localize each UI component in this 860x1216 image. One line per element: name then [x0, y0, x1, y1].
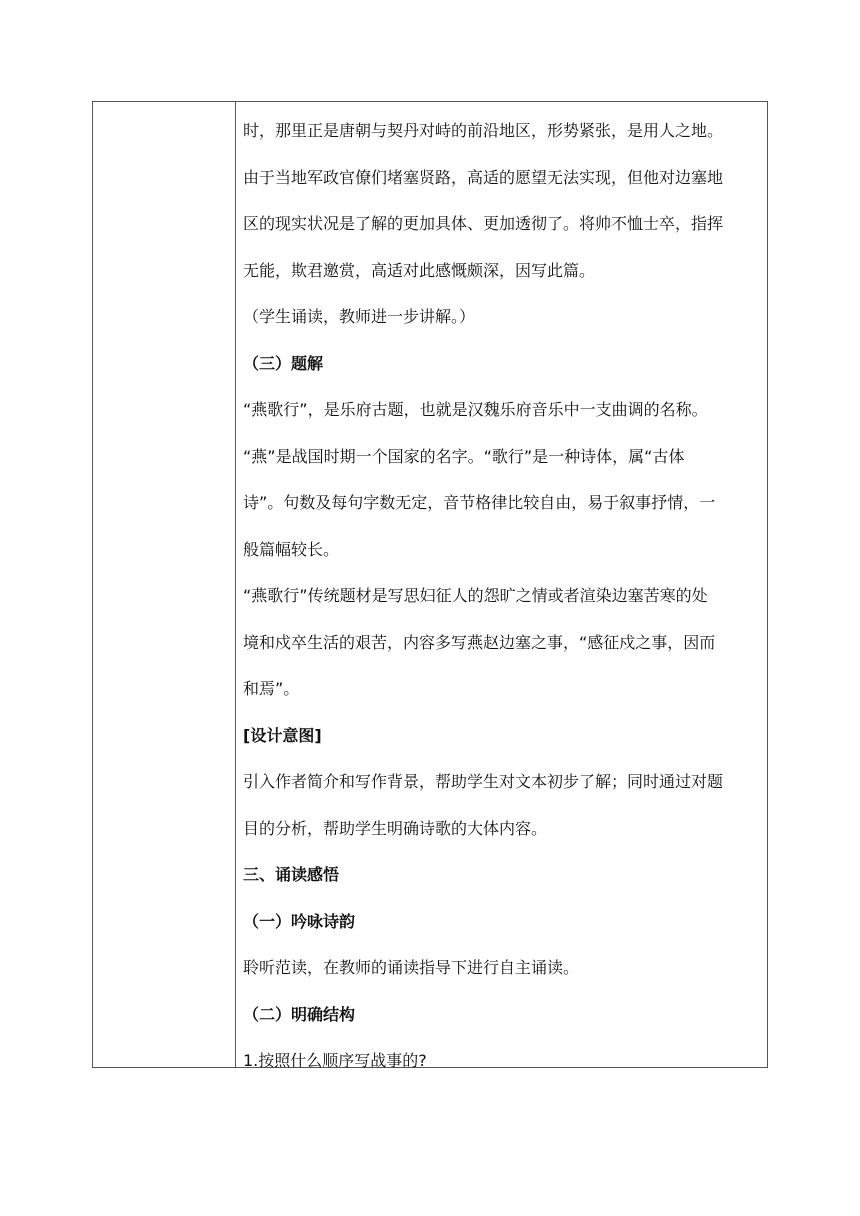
- column-divider: [235, 102, 236, 1067]
- paragraph-line: 引入作者简介和写作背景，帮助学生对文本初步了解；同时通过对题: [243, 772, 724, 791]
- section-heading: （二）明确结构: [243, 1004, 356, 1024]
- section-heading: 三、诵读感悟: [243, 865, 340, 884]
- paragraph-line: 境和戍卒生活的艰苦，内容多写燕赵边塞之事，“感征戍之事，因而: [243, 632, 716, 652]
- section-heading: （一）吟咏诗韵: [243, 911, 356, 931]
- paragraph-line: “燕歌行”，是乐府古题，也就是汉魏乐府音乐中一支曲调的名称。: [243, 400, 708, 419]
- paragraph-line: “燕”是战国时期一个国家的名字。“歌行”是一种诗体，属“古体: [243, 446, 685, 466]
- section-heading: [设计意图]: [243, 725, 322, 745]
- paragraph-line: 诗”。句数及每句字数无定，音节格律比较自由，易于叙事抒情，一: [243, 493, 716, 512]
- paragraph-line: 区的现实状况是了解的更加具体、更加透彻了。将帅不恤士卒，指挥: [243, 214, 724, 233]
- paragraph-line: 聆听范读，在教师的诵读指导下进行自主诵读。: [243, 958, 580, 977]
- paragraph-line: 1.按照什么顺序写战事的?: [243, 1051, 427, 1070]
- paragraph-line: 由于当地军政官僚们堵塞贤路，高适的愿望无法实现，但他对边塞地: [243, 167, 724, 187]
- paragraph-line: “燕歌行”传统题材是写思妇征人的怨旷之情或者渲染边塞苦寒的处: [243, 586, 708, 605]
- paragraph-line: 和焉”。: [243, 679, 300, 698]
- section-heading: （三）题解: [243, 353, 324, 373]
- lesson-table: [92, 101, 768, 1068]
- paragraph-line: 无能，欺君邀赏，高适对此感慨颇深，因写此篇。: [243, 260, 596, 280]
- paragraph-line: 时，那里正是唐朝与契丹对峙的前沿地区，形势紧张，是用人之地。: [243, 121, 724, 140]
- lesson-content-cell: [243, 108, 761, 1085]
- paragraph-line: 般篇幅较长。: [243, 539, 340, 559]
- paragraph-line: 目的分析，帮助学生明确诗歌的大体内容。: [243, 818, 548, 838]
- paragraph-line: （学生诵读，教师进一步讲解。）: [243, 307, 476, 326]
